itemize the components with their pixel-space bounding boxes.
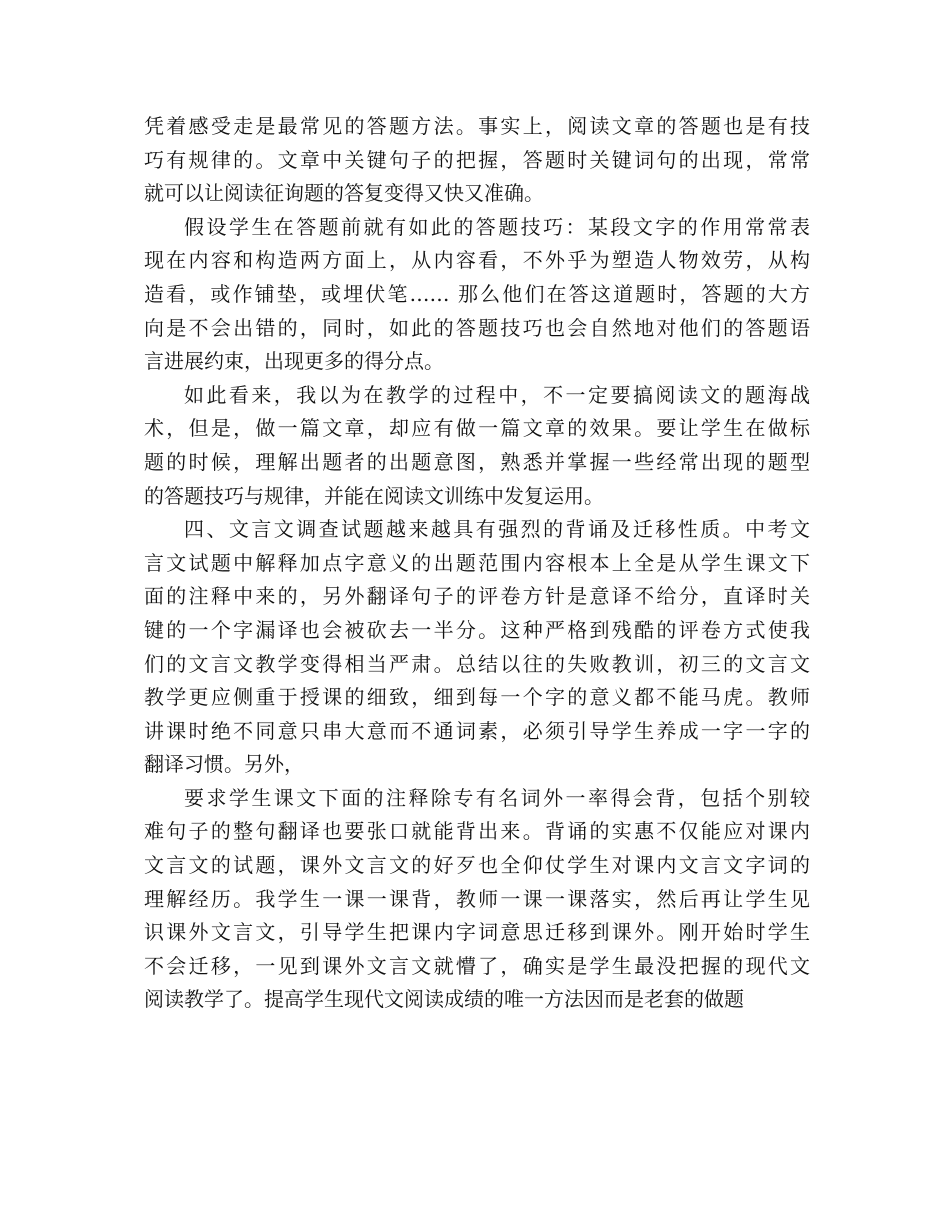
text-line: 现在内容和构造两方面上，从内容看，不外乎为塑造人物效劳，从构 xyxy=(144,248,810,273)
text-line: 不会迁移，一见到课外文言文就懵了，确实是学生最没把握的现代文 xyxy=(144,953,810,978)
paragraph xyxy=(144,211,810,379)
text-line: 的答题技巧与规律，并能在阅读文训练中发复运用。 xyxy=(144,483,604,508)
text-line: 翻译习惯。另外， xyxy=(144,752,304,777)
text-line: 面的注释中来的，另外翻译句子的评卷方针是意译不给分，直译时关 xyxy=(144,584,810,609)
text-line: 要求学生课文下面的注释除专有名词外一率得会背，包括个别较 xyxy=(184,785,810,810)
text-line: 理解经历。我学生一课一课背，教师一课一课落实，然后再让学生见 xyxy=(144,886,810,911)
text-line: 四、文言文调查试题越来越具有强烈的背诵及迁移性质。中考文 xyxy=(184,517,810,542)
paragraph xyxy=(144,782,810,1017)
text-line: 言进展约束，出现更多的得分点。 xyxy=(144,349,444,374)
paragraph xyxy=(144,513,810,782)
text-line: 们的文言文教学变得相当严肃。总结以往的失败教训，初三的文言文 xyxy=(144,651,810,676)
document-body xyxy=(144,110,810,1017)
text-line: 巧有规律的。文章中关键句子的把握，答题时关键词句的出现，常常 xyxy=(144,147,810,172)
text-line: 如此看来，我以为在教学的过程中，不一定要搞阅读文的题海战 xyxy=(184,382,810,407)
text-line: 假设学生在答题前就有如此的答题技巧：某段文字的作用常常表 xyxy=(184,214,810,239)
text-line: 就可以让阅读征询题的答复变得又快又准确。 xyxy=(144,181,544,206)
text-line: 识课外文言文，引导学生把课内字词意思迁移到课外。刚开始时学生 xyxy=(144,920,810,945)
text-line: 言文试题中解释加点字意义的出题范围内容根本上全是从学生课文下 xyxy=(144,550,810,575)
text-line: 教学更应侧重于授课的细致，细到每一个字的意义都不能马虎。教师 xyxy=(144,685,810,710)
text-line: 向是不会出错的，同时，如此的答题技巧也会自然地对他们的答题语 xyxy=(144,315,810,340)
text-line: 键的一个字漏译也会被砍去一半分。这种严格到残酷的评卷方式使我 xyxy=(144,617,810,642)
text-line: 凭着感受走是最常见的答题方法。事实上，阅读文章的答题也是有技 xyxy=(144,114,810,138)
text-line: 阅读教学了。提高学生现代文阅读成绩的唯一方法因而是老套的做题 xyxy=(144,987,744,1012)
paragraph xyxy=(144,379,810,513)
text-line: 文言文的试题，课外文言文的好歹也全仰仗学生对课内文言文字词的 xyxy=(144,853,810,878)
text-line: 造看，或作铺垫，或埋伏笔…… 那么他们在答这道题时，答题的大方 xyxy=(144,281,810,306)
text-line: 讲课时绝不同意只串大意而不通词素，必须引导学生养成一字一字的 xyxy=(144,718,810,743)
text-line: 术，但是，做一篇文章，却应有做一篇文章的效果。要让学生在做标 xyxy=(144,416,810,441)
paragraph xyxy=(144,110,810,211)
text-line: 题的时候，理解出题者的出题意图，熟悉并掌握一些经常出现的题型 xyxy=(144,449,810,474)
text-line: 难句子的整句翻译也要张口就能背出来。背诵的实惠不仅能应对课内 xyxy=(144,819,810,844)
